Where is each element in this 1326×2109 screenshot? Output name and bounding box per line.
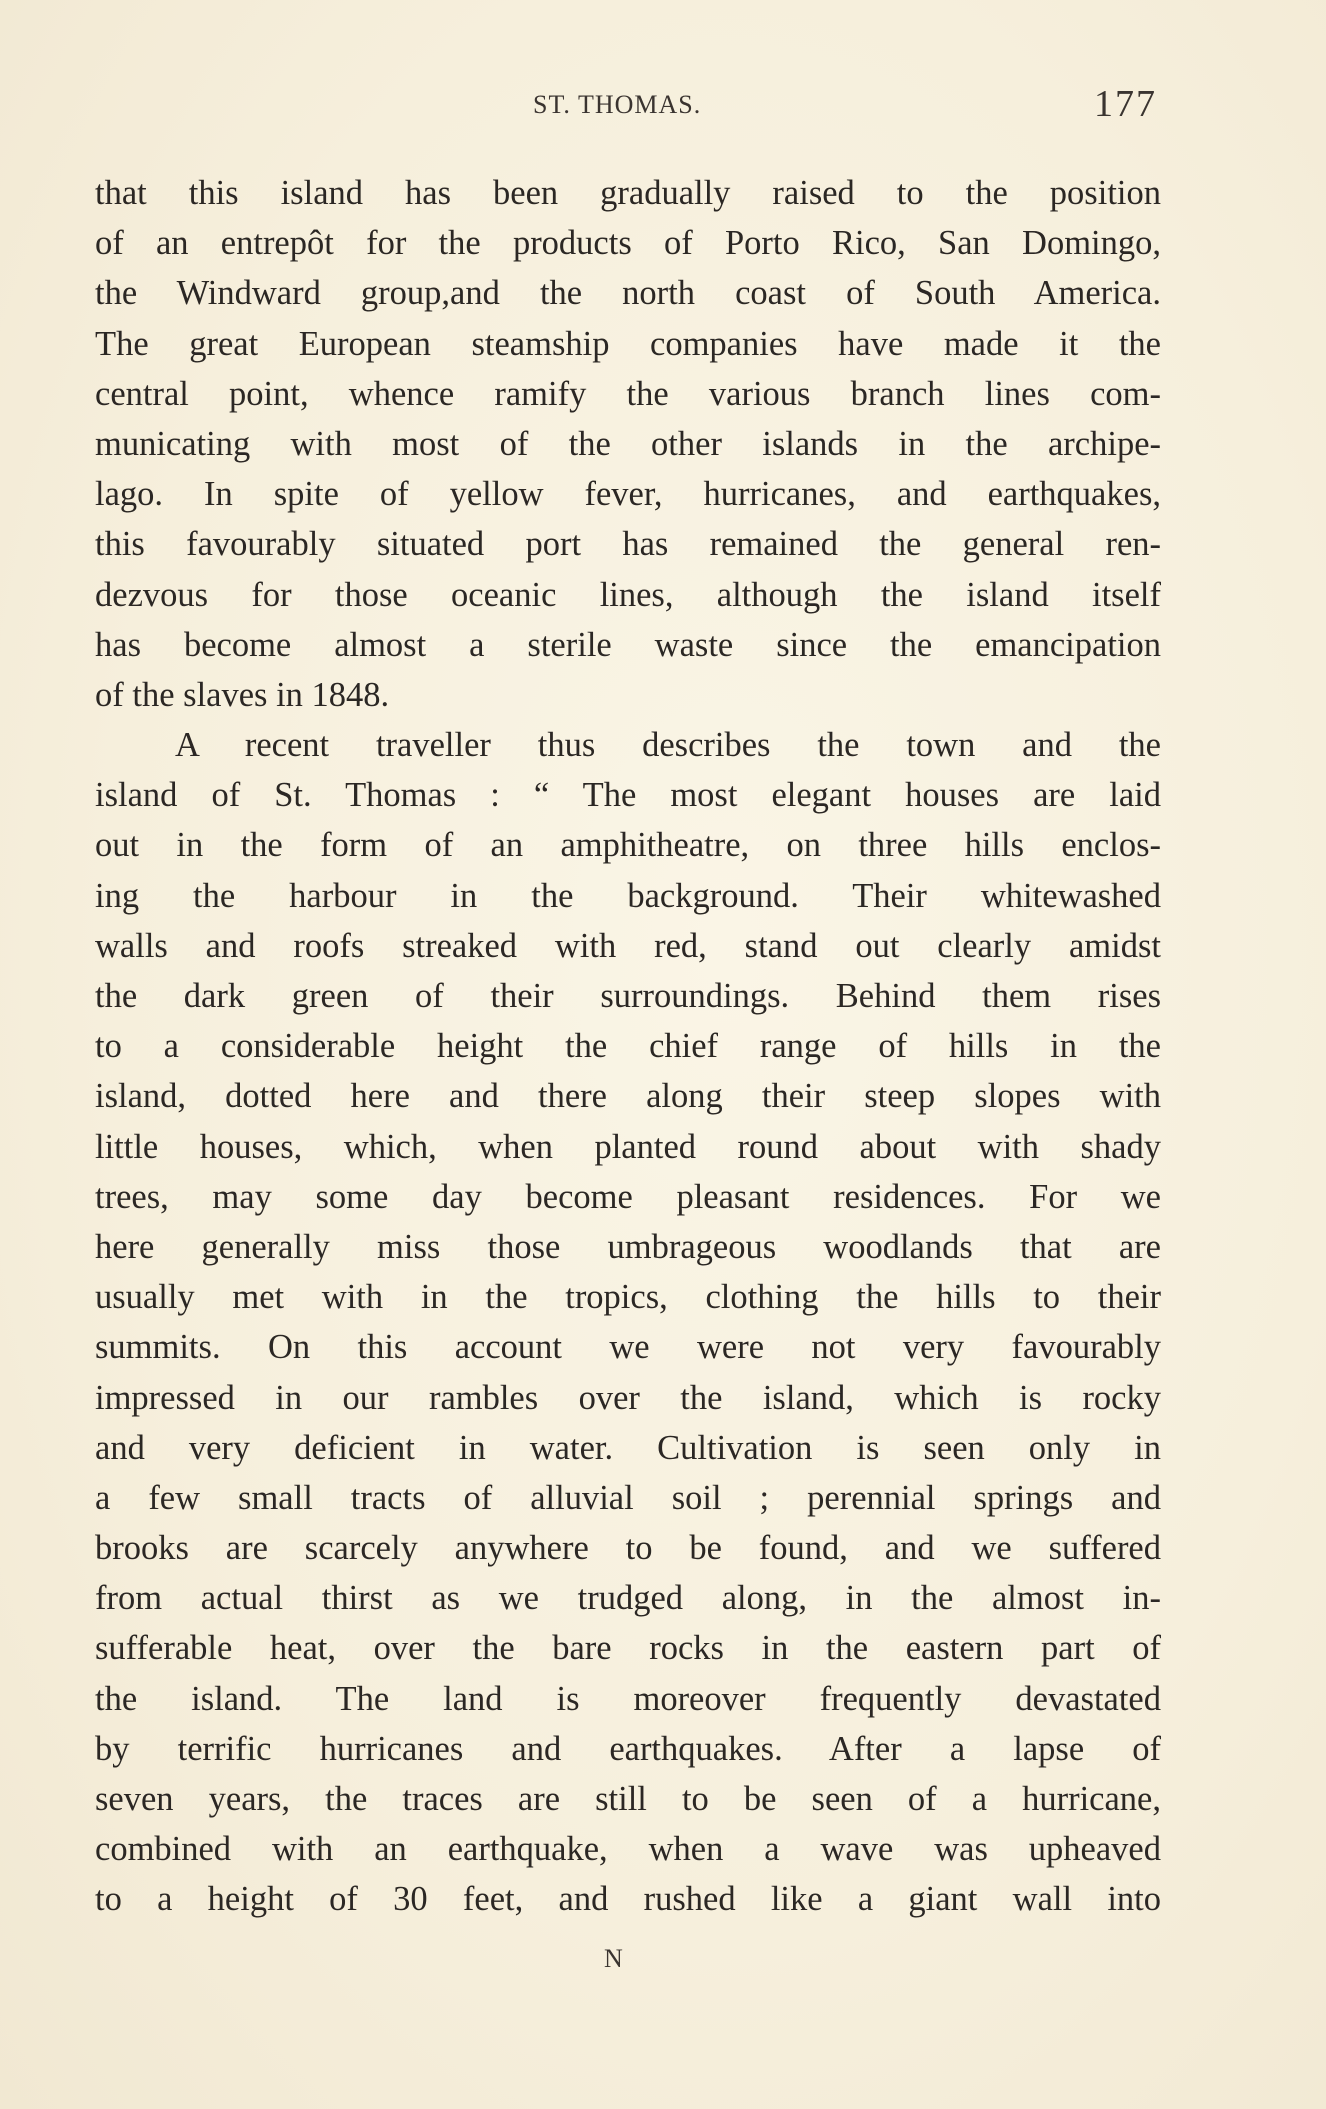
text-line: seven years, the traces are still to be seen of a hurricane, [95, 1780, 1161, 1818]
text-line: The great European steamship companies have made it the [95, 324, 1161, 363]
text-line: that this island has been gradually raised to the position [95, 174, 1161, 212]
text-line: usually met with in the tropics, clothing the hills to their [95, 1278, 1161, 1317]
text-line: to a height of 30 feet, and rushed like a giant wall into [95, 1880, 1161, 1919]
text-line: and very deficient in water. Cultivation is seen only in [95, 1428, 1161, 1467]
text-line: to a considerable height the chief range of hills in the [95, 1027, 1161, 1066]
text-line: this favourably situated port has remained the general ren- [95, 525, 1161, 564]
text-line: combined with an earthquake, when a wave was upheaved [95, 1830, 1161, 1869]
text-line: here generally miss those umbrageous woodlands that are [95, 1227, 1161, 1266]
text-line: island, dotted here and there along their steep slopes with [95, 1077, 1161, 1116]
signature-mark: N [604, 1944, 623, 1973]
paragraph-end-line: of the slaves in 1848. [95, 675, 390, 714]
text-line: island of St. Thomas : “ The most elegant houses are laid [95, 776, 1161, 815]
text-line: from actual thirst as we trudged along, in the almost in- [95, 1579, 1161, 1618]
running-header [0, 82, 1326, 132]
text-line: lago. In spite of yellow fever, hurricanes, and earthquakes, [95, 475, 1161, 514]
text-line: the island. The land is moreover frequently devastated [95, 1679, 1161, 1718]
text-line: little houses, which, when planted round about with shady [95, 1127, 1161, 1166]
text-line: ing the harbour in the background. Their whitewashed [95, 876, 1161, 915]
text-line: the dark green of their surroundings. Behind them rises [95, 977, 1161, 1015]
text-line: a few small tracts of alluvial soil ; perennial springs and [95, 1478, 1161, 1517]
paragraph-start-line: A recent traveller thus describes the town and the [175, 726, 1161, 765]
text-line: summits. On this account we were not very favourably [95, 1328, 1161, 1367]
text-line: the Windward group,and the north coast of South America. [95, 274, 1161, 313]
text-line: brooks are scarcely anywhere to be found, and we suffered [95, 1529, 1161, 1568]
text-line: trees, may some day become pleasant residences. For we [95, 1177, 1161, 1216]
text-line: has become almost a sterile waste since the emancipation [95, 625, 1161, 664]
text-line: by terrific hurricanes and earthquakes. After a lapse of [95, 1729, 1161, 1768]
text-line: walls and roofs streaked with red, stand out clearly amidst [95, 926, 1161, 965]
text-line: of an entrepôt for the products of Porto Rico, San Domingo, [95, 224, 1161, 263]
text-line: dezvous for those oceanic lines, although the island itself [95, 575, 1161, 614]
text-line: municating with most of the other islands in the archipe- [95, 424, 1161, 463]
body-text [95, 168, 1161, 1925]
text-line: out in the form of an amphitheatre, on three hills enclos- [95, 826, 1161, 865]
running-title: ST. THOMAS. [533, 90, 702, 119]
page-number: 177 [1094, 83, 1157, 125]
text-line: impressed in our rambles over the island, which is rocky [95, 1378, 1161, 1417]
text-line: central point, whence ramify the various branch lines com- [95, 374, 1161, 413]
text-line: sufferable heat, over the bare rocks in the eastern part of [95, 1629, 1161, 1668]
